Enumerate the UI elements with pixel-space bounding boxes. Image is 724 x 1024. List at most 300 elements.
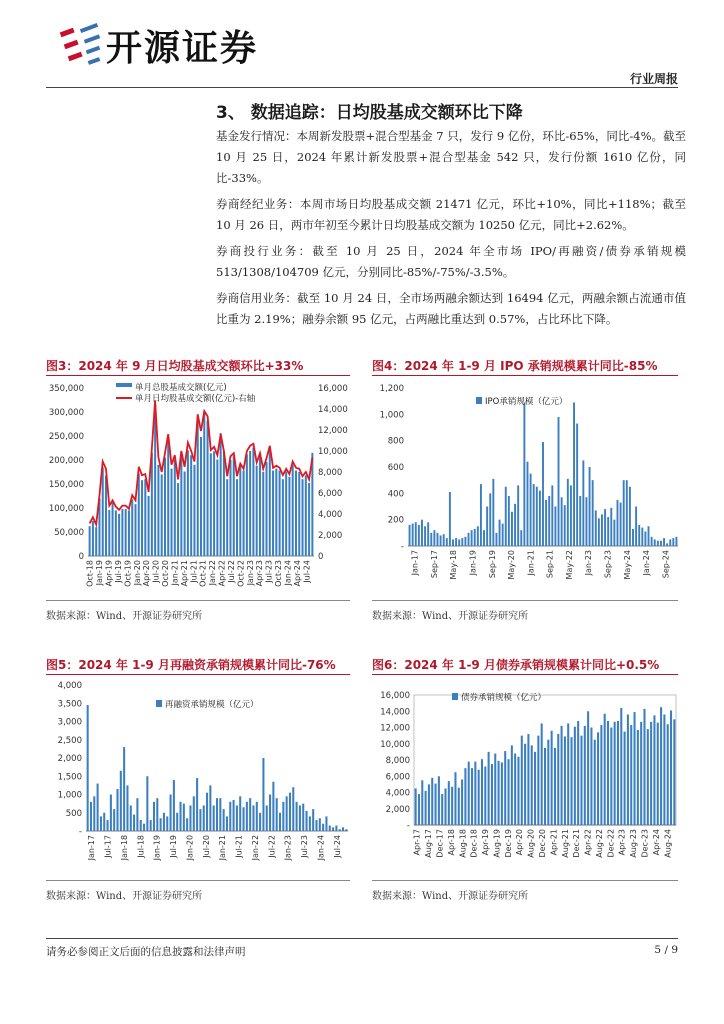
bar xyxy=(461,538,463,546)
y-tick-label: 200 xyxy=(387,515,404,526)
x-tick-label: Dec-19 xyxy=(503,828,513,858)
bar xyxy=(246,454,248,556)
bar xyxy=(126,785,128,831)
bar xyxy=(624,732,626,825)
bar xyxy=(533,484,535,546)
bar xyxy=(667,724,669,825)
legend-label: 单月总股基成交额(亿元) xyxy=(135,383,227,393)
bar xyxy=(582,460,584,546)
bar xyxy=(604,714,606,825)
bar xyxy=(229,802,231,831)
bar xyxy=(243,807,245,831)
bar xyxy=(262,758,264,831)
x-tick-label: Aug-24 xyxy=(663,828,673,858)
page-header xyxy=(0,0,724,90)
bar xyxy=(166,816,168,831)
bar xyxy=(564,505,566,546)
bar xyxy=(672,538,674,546)
bar xyxy=(236,479,238,556)
x-tick-label: May-18 xyxy=(449,549,459,580)
bar xyxy=(613,520,615,546)
y-right-tick-label: 0 xyxy=(318,552,324,562)
x-tick-label: Jul-20 xyxy=(201,834,211,858)
legend-swatch xyxy=(156,700,162,707)
bar xyxy=(189,805,191,831)
y-tick-label: 16,000 xyxy=(380,691,410,701)
paragraph-fund-issuance: 基金发行情况：本周新发股票+混合型基金 7 只，发行 9 亿份，环比-65%，同比-4%。截至 10 月 25 日，2024 年累计新发股票+混合型基金 542 只，发行份额 1610 亿份，同比-33%。 xyxy=(216,129,686,185)
bar xyxy=(285,472,287,556)
bar xyxy=(335,826,337,831)
x-tick-label: Jan-22 xyxy=(208,559,218,586)
y-tick-label: 1,500 xyxy=(57,772,82,783)
bar xyxy=(89,526,91,556)
bar xyxy=(207,421,209,556)
bar xyxy=(233,800,235,831)
bar xyxy=(514,504,516,546)
bar xyxy=(105,475,107,556)
bar xyxy=(415,522,417,546)
bar xyxy=(507,759,509,825)
bar xyxy=(481,759,483,825)
bar xyxy=(601,514,603,546)
bar xyxy=(136,798,138,831)
bar xyxy=(530,474,532,546)
y-right-tick-label: 12,000 xyxy=(318,426,348,436)
bar xyxy=(650,722,652,825)
bar xyxy=(511,512,513,546)
y-tick-label: 600 xyxy=(387,463,404,473)
figure-5-title: 图5：2024 年 1-9 月再融资承销规模累计同比-76% xyxy=(46,658,336,672)
bar xyxy=(640,722,642,825)
x-tick-label: Dec-23 xyxy=(640,828,650,858)
x-tick-label: Jan-17 xyxy=(410,549,420,576)
legend-swatch xyxy=(116,383,132,387)
header-divider xyxy=(46,87,678,88)
bar xyxy=(508,496,510,546)
x-tick-label: Aug-17 xyxy=(424,829,434,858)
bar xyxy=(501,762,503,825)
figure-4-rule xyxy=(372,375,678,376)
y-tick-label: 12,000 xyxy=(380,723,410,734)
bar xyxy=(634,712,636,825)
bar xyxy=(471,768,473,825)
bar xyxy=(635,507,637,547)
bar xyxy=(461,780,463,826)
x-tick-label: Jan-20 xyxy=(132,560,142,586)
y-tick-label: 6,000 xyxy=(385,772,410,783)
x-tick-label: Jul-24 xyxy=(332,834,342,858)
bar xyxy=(92,521,94,556)
bar xyxy=(597,732,599,825)
y-tick-label: - xyxy=(406,821,410,831)
bar xyxy=(539,491,541,546)
bar xyxy=(446,538,448,546)
bar xyxy=(150,820,152,831)
bar xyxy=(431,778,433,825)
bar xyxy=(170,795,172,832)
bar xyxy=(579,496,581,546)
x-tick-label: Jan-23 xyxy=(584,549,594,576)
x-tick-label: Oct-21 xyxy=(198,559,208,587)
bar xyxy=(499,520,501,546)
bar xyxy=(551,731,553,825)
bar xyxy=(133,815,135,831)
y-tick-label: 1,000 xyxy=(57,790,82,801)
bar xyxy=(435,784,437,825)
bar xyxy=(243,471,245,556)
bar xyxy=(440,535,442,546)
y-right-tick-label: 16,000 xyxy=(318,384,348,394)
bar xyxy=(455,538,457,546)
bar xyxy=(282,479,284,556)
x-tick-label: Jan-19 xyxy=(152,835,162,861)
bar xyxy=(90,802,92,831)
bar xyxy=(428,784,430,825)
x-tick-label: Apr-21 xyxy=(179,560,189,587)
y-tick-label: 0 xyxy=(78,552,84,562)
y-tick-label: 2,000 xyxy=(57,754,82,764)
bar xyxy=(673,719,675,825)
bar xyxy=(433,530,435,546)
bar xyxy=(641,528,643,546)
bar xyxy=(164,458,166,556)
bar xyxy=(478,770,480,825)
bar xyxy=(585,497,587,546)
x-tick-label: Jul-19 xyxy=(169,835,179,858)
bar xyxy=(531,745,533,825)
bar xyxy=(93,796,95,831)
y-tick-label: 250,000 xyxy=(48,432,84,442)
bar xyxy=(504,751,506,825)
footer-divider xyxy=(46,938,678,939)
legend-label: 债券承销规模（亿元） xyxy=(461,693,547,703)
bar xyxy=(632,529,634,546)
y-tick-label: 10,000 xyxy=(380,739,410,750)
y-tick-label: 1,200 xyxy=(379,384,404,394)
bar xyxy=(444,788,446,825)
x-tick-label: Apr-18 xyxy=(446,829,456,856)
x-tick-label: Oct-20 xyxy=(161,559,170,587)
bar xyxy=(449,492,451,546)
bar xyxy=(213,451,215,556)
bar xyxy=(306,811,308,831)
bar xyxy=(675,537,677,546)
bar xyxy=(279,813,281,831)
x-tick-label: Sep-23 xyxy=(603,550,613,579)
x-tick-label: Oct-23 xyxy=(274,559,283,587)
bar xyxy=(223,451,225,556)
bar xyxy=(567,723,569,825)
bar xyxy=(121,509,123,556)
bar xyxy=(156,798,158,831)
x-tick-label: Jan-21 xyxy=(526,550,536,576)
bar xyxy=(193,465,195,556)
bar xyxy=(547,740,549,825)
y-tick-label: 500 xyxy=(65,808,82,819)
bar xyxy=(276,798,278,831)
x-tick-label: Apr-24 xyxy=(292,560,302,587)
bar xyxy=(494,754,496,826)
x-tick-label: Sep-24 xyxy=(661,550,671,579)
bar xyxy=(643,709,645,825)
bar xyxy=(190,455,192,556)
bar xyxy=(610,508,612,546)
bar xyxy=(329,826,331,831)
bar xyxy=(288,477,290,556)
figure-5-source: 数据来源：Wind、开源证券研究所 xyxy=(46,891,203,902)
bar xyxy=(604,509,606,546)
bar xyxy=(587,711,589,825)
bar xyxy=(626,480,628,546)
x-tick-label: Oct-18 xyxy=(85,559,95,587)
bar xyxy=(492,479,494,546)
y-tick-label: 4,000 xyxy=(57,681,82,691)
bar xyxy=(437,533,439,546)
bar xyxy=(660,541,662,546)
x-tick-label: Sep-17 xyxy=(429,549,439,579)
y-tick-label: 300,000 xyxy=(48,408,84,418)
bar xyxy=(97,784,99,831)
bar xyxy=(177,483,179,556)
bar xyxy=(184,472,186,556)
bar xyxy=(527,462,529,546)
figure-3-rule xyxy=(46,375,350,376)
bar xyxy=(143,824,145,831)
bar xyxy=(629,487,631,546)
report-type: 行业周报 xyxy=(629,72,678,86)
x-tick-label: Jul-23 xyxy=(300,835,310,858)
bar xyxy=(210,453,212,556)
y-right-tick-label: 10,000 xyxy=(318,447,348,457)
x-tick-label: Aug-22 xyxy=(595,829,604,858)
bar xyxy=(112,501,114,556)
y-tick-label: 2,000 xyxy=(385,804,410,815)
bar xyxy=(648,526,650,546)
bar xyxy=(424,526,426,546)
bar xyxy=(527,734,529,825)
y-right-tick-label: 8,000 xyxy=(318,468,343,478)
bar xyxy=(523,402,525,546)
bar xyxy=(651,537,653,546)
paragraph-investment-banking: 券商投行业务：截至 10 月 25 日，2024 年全市场 IPO/再融资/债券承销规模 513/1308/104709 亿元，分别同比-85%/-75%/-3.5%。 xyxy=(216,244,686,279)
x-tick-label: Aug-23 xyxy=(629,828,639,858)
bar xyxy=(246,802,248,831)
bar xyxy=(548,496,550,546)
x-tick-label: Apr-23 xyxy=(617,828,627,856)
y-tick-label: 350,000 xyxy=(48,384,84,394)
bar xyxy=(421,520,423,546)
y-right-tick-label: 2,000 xyxy=(318,531,343,541)
page-number: 5 / 9 xyxy=(654,944,678,956)
figure-5-chart xyxy=(44,677,352,877)
bar xyxy=(617,500,619,546)
x-tick-label: May-20 xyxy=(507,550,517,580)
bar xyxy=(452,539,454,546)
bar xyxy=(458,788,460,825)
bar xyxy=(580,736,582,825)
bar xyxy=(557,734,559,825)
bar xyxy=(216,798,218,831)
x-tick-label: Oct-22 xyxy=(236,560,246,587)
bar xyxy=(239,796,241,831)
bar xyxy=(295,471,297,556)
y-tick-label: 50,000 xyxy=(54,528,84,538)
x-tick-label: Dec-21 xyxy=(572,829,582,858)
bar xyxy=(161,474,163,556)
bar xyxy=(464,537,466,546)
bar xyxy=(113,809,115,831)
bar xyxy=(256,802,258,831)
bar xyxy=(262,472,264,556)
bar xyxy=(598,518,600,546)
bar xyxy=(623,480,625,546)
y-tick-label: 8,000 xyxy=(385,756,410,766)
bar xyxy=(594,740,596,825)
x-tick-label: Jul-24 xyxy=(302,560,312,583)
bar xyxy=(670,710,672,825)
x-tick-label: Aug-19 xyxy=(492,828,502,858)
paragraph-credit-business: 券商信用业务：截至 10 月 24 日，全市场两融余额达到 16494 亿元，两融余额占流通市值比重为 2.19%；融券余额 95 亿元，占两融比重达到 0.57%，占比环比下降。 xyxy=(216,291,686,326)
legend-label: IPO承销规模（亿元） xyxy=(485,397,568,407)
bar xyxy=(179,802,181,831)
bar xyxy=(125,509,127,556)
bar xyxy=(567,479,569,546)
bar xyxy=(279,471,281,556)
bar xyxy=(514,754,516,826)
bar xyxy=(282,802,284,831)
bar xyxy=(123,747,125,831)
bar xyxy=(427,522,429,546)
bar xyxy=(669,539,671,546)
bar xyxy=(160,818,162,831)
bar xyxy=(148,496,150,556)
x-tick-label: Jan-18 xyxy=(119,834,129,861)
bar xyxy=(495,533,497,546)
y-tick-label: 2,500 xyxy=(57,735,82,746)
y-tick-label: 400 xyxy=(387,489,404,500)
bar xyxy=(118,514,120,556)
figure-4-bottom-rule xyxy=(372,600,678,601)
figure-4-source: 数据来源：Wind、开源证券研究所 xyxy=(372,611,529,622)
x-tick-label: Jan-19 xyxy=(95,559,105,586)
bar xyxy=(451,787,453,825)
y-right-tick-label: 6,000 xyxy=(318,489,343,499)
x-tick-label: Apr-17 xyxy=(412,829,422,856)
bar xyxy=(269,449,271,556)
bar xyxy=(660,707,662,825)
bar xyxy=(193,796,195,831)
bar xyxy=(266,805,268,831)
x-tick-label: Aug-21 xyxy=(560,829,570,858)
bar xyxy=(140,820,142,831)
bar xyxy=(464,768,466,825)
x-tick-label: Apr-19 xyxy=(104,559,114,587)
x-tick-label: Jul-22 xyxy=(267,834,277,858)
bar xyxy=(171,469,173,556)
bar xyxy=(544,748,546,825)
bar xyxy=(130,805,132,831)
y-tick-label: 3,500 xyxy=(57,699,82,710)
bar xyxy=(545,500,547,546)
bar xyxy=(491,764,493,825)
bar xyxy=(200,437,202,556)
figure-3-bottom-rule xyxy=(46,600,350,601)
bar xyxy=(312,809,314,831)
x-tick-label: Apr-22 xyxy=(217,559,227,587)
figure-6-rule xyxy=(372,674,678,675)
bar xyxy=(412,524,414,546)
bar xyxy=(115,510,117,556)
figure-5-rule xyxy=(46,674,350,675)
x-tick-label: Jul-23 xyxy=(264,559,274,583)
bar xyxy=(554,748,556,825)
x-tick-label: Jul-18 xyxy=(136,834,146,858)
bar xyxy=(223,809,225,831)
bar xyxy=(589,467,591,546)
bar xyxy=(322,824,324,831)
bar xyxy=(415,788,417,825)
footer-disclaimer: 请务必参阅正文后面的信息披露和法律声明 xyxy=(46,946,246,958)
bar xyxy=(471,530,473,546)
x-tick-label: Sep-21 xyxy=(545,549,555,579)
bar xyxy=(484,767,486,826)
bar xyxy=(173,780,175,831)
bar xyxy=(620,708,622,825)
bar xyxy=(325,816,327,831)
bar xyxy=(157,465,159,556)
bar xyxy=(259,813,261,831)
bar xyxy=(418,525,420,546)
bar xyxy=(610,728,612,826)
bar xyxy=(102,467,104,556)
x-tick-label: Dec-20 xyxy=(538,829,547,858)
y-tick-label: 4,000 xyxy=(385,788,410,799)
bar xyxy=(571,737,573,825)
bar xyxy=(438,776,440,825)
bar xyxy=(213,805,215,831)
bar xyxy=(103,813,105,831)
bar xyxy=(153,802,155,831)
x-tick-label: Jan-17 xyxy=(87,835,97,861)
figure-3-title: 图3：2024 年 9 月日均股基成交额环比+33% xyxy=(46,359,304,373)
bar xyxy=(551,485,553,546)
bar xyxy=(308,483,310,556)
figure-6-bottom-rule xyxy=(372,880,678,881)
bar xyxy=(116,789,118,831)
bar xyxy=(524,744,526,825)
bar xyxy=(197,421,199,556)
bar xyxy=(570,485,572,546)
bar xyxy=(141,480,143,556)
bar xyxy=(536,487,538,546)
bar xyxy=(620,503,622,546)
x-tick-label: Jul-17 xyxy=(103,835,113,858)
bar xyxy=(299,805,301,831)
bar xyxy=(480,484,482,546)
x-tick-label: Apr-19 xyxy=(481,828,490,856)
bar xyxy=(176,813,178,831)
bar xyxy=(275,469,277,556)
bar xyxy=(521,736,523,825)
bar xyxy=(219,798,221,831)
legend-swatch xyxy=(476,397,482,404)
y-tick-label: 100,000 xyxy=(48,504,84,514)
x-tick-label: Dec-22 xyxy=(606,828,616,858)
bar xyxy=(252,448,254,556)
y-tick-label: 1,000 xyxy=(379,410,404,421)
bar xyxy=(511,745,513,825)
legend-swatch xyxy=(452,693,458,700)
